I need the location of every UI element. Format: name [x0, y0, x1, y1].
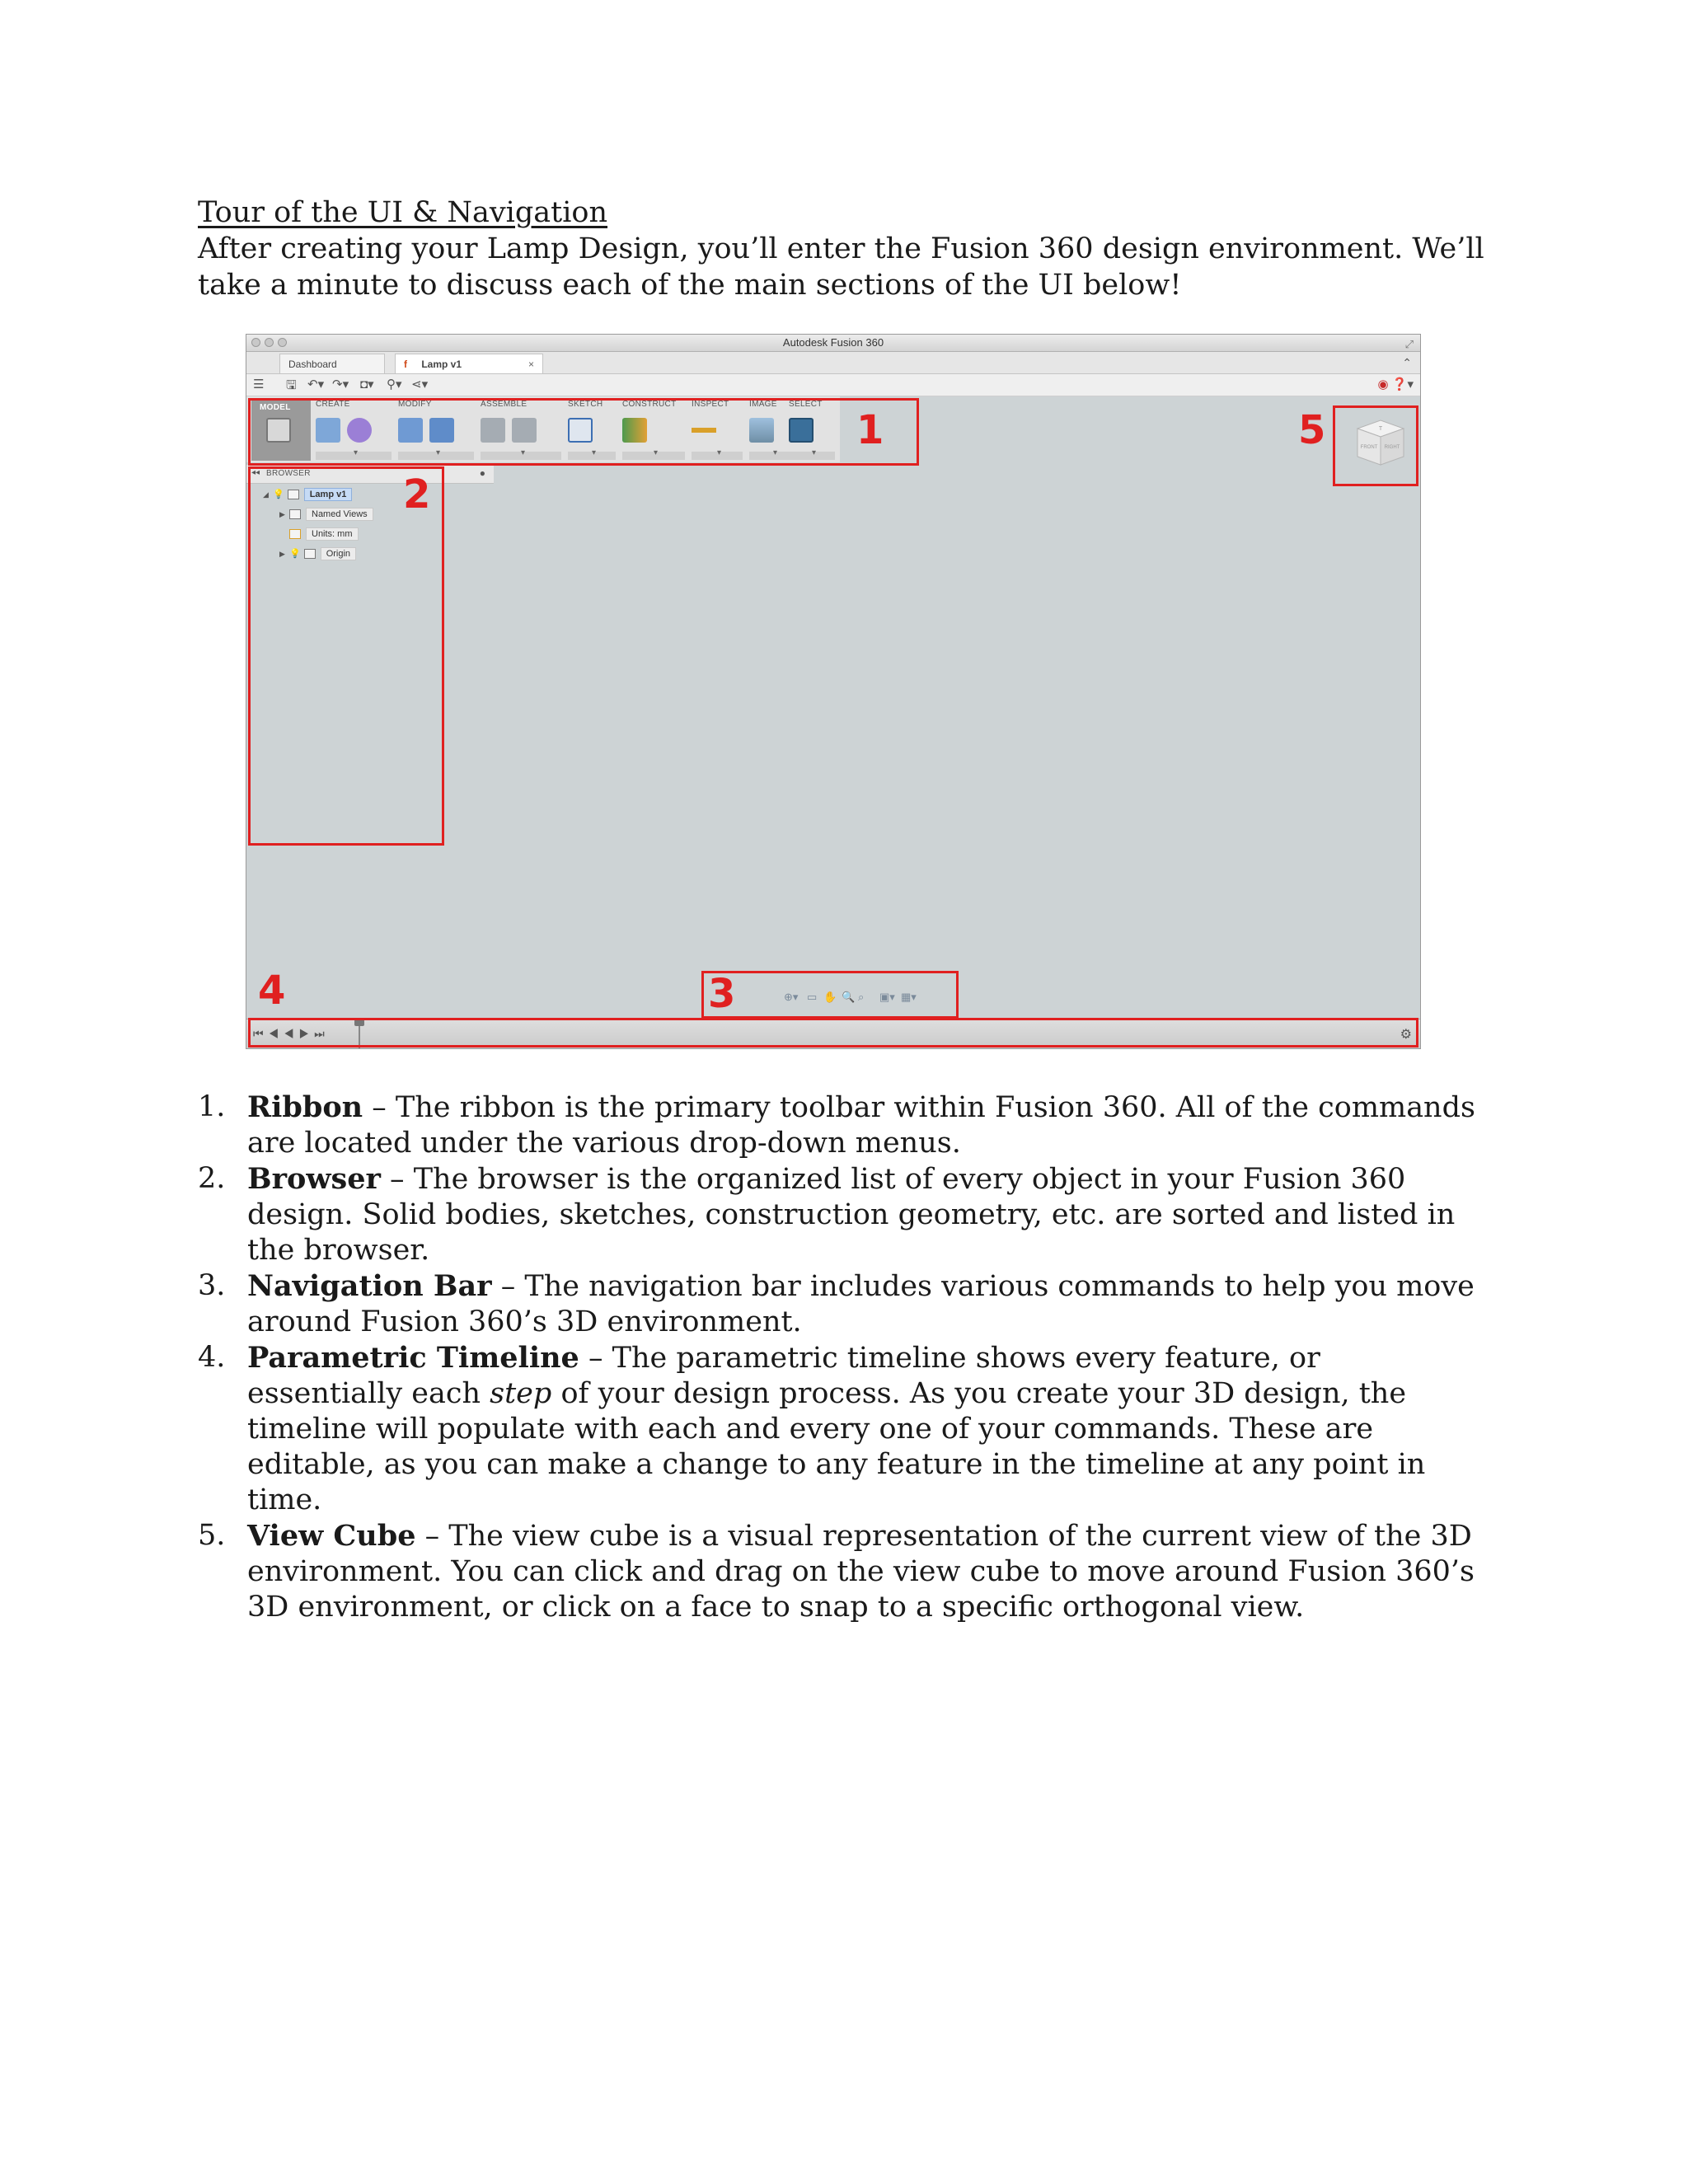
pin-icon[interactable]: ● — [479, 467, 485, 479]
zoom-icon[interactable]: 🔍 — [842, 991, 856, 1003]
list-item: 4. Parametric Timeline – The parametric timeline shows every feature, or essentially each step of your design process. As you create your 3D design, the timeline will populate with each and every one of your commands. These are editable, as you can make a change to any feature in the timeline at any point in time. — [198, 1341, 1426, 1516]
display-settings-icon[interactable]: ▣▾ — [879, 991, 895, 1003]
ribbon-group-assemble[interactable]: ASSEMBLE ▾ — [481, 396, 561, 462]
menu-icon[interactable]: ☰ — [253, 377, 265, 391]
document-tab-bar — [246, 352, 1420, 374]
window-controls[interactable] — [251, 338, 287, 347]
tab-lamp-v1[interactable]: f Lamp v1 × — [395, 354, 543, 373]
callout-number-5: 5 — [1298, 407, 1326, 453]
window-title: Autodesk Fusion 360 — [782, 336, 884, 349]
ribbon-group-sketch[interactable]: SKETCH ▾ — [568, 396, 616, 462]
visibility-bulb-icon[interactable]: 💡 — [289, 549, 301, 559]
viewcube-front-label: FRONT — [1360, 445, 1378, 450]
chevron-up-icon[interactable]: ⌃ — [1402, 356, 1412, 369]
ribbon-group-create[interactable]: CREATE ▾ — [316, 396, 392, 462]
grid-settings-icon[interactable]: ▦▾ — [901, 991, 917, 1003]
list-item: 5. View Cube – The view cube is a visual representation of the current view of the 3D environment. You can click and drag on the view cube to move around Fusion 360’s 3D environment, or click on a face to snap to a specific orthogonal view. — [198, 1519, 1475, 1624]
look-at-icon[interactable]: ▭ — [807, 991, 818, 1003]
tree-node-root[interactable]: ◢ 💡 Lamp v1 — [263, 487, 352, 502]
list-item: 1. Ribbon – The ribbon is the primary toolbar within Fusion 360. All of the commands are located under the various drop-down menus. — [198, 1090, 1475, 1160]
callout-box-browser — [248, 466, 444, 846]
close-icon[interactable]: × — [528, 359, 534, 370]
callout-box-timeline — [248, 1018, 1418, 1047]
browser-header[interactable]: ◂◂ BROWSER ● — [246, 465, 494, 484]
gear-icon[interactable]: ⚙ — [1400, 1028, 1412, 1042]
callout-number-4: 4 — [258, 968, 286, 1014]
expand-icon[interactable]: ◢ — [263, 490, 269, 499]
ribbon-group-select[interactable]: SELECT ▾ — [789, 396, 835, 462]
timeline-playback-controls[interactable]: ⏮◀◀▶⏭ — [253, 1027, 330, 1040]
list-item: 2. Browser – The browser is the organized list of every object in your Fusion 360 design. Solid bodies, sketches, construction geometry, etc. are sorted and listed in the browser. — [198, 1162, 1456, 1267]
ribbon-group-modify[interactable]: MODIFY ▾ — [398, 396, 474, 462]
visibility-bulb-icon[interactable]: 💡 — [273, 490, 284, 499]
expand-icon[interactable]: ▶ — [279, 550, 285, 558]
ribbon-group-inspect[interactable]: INSPECT ▾ — [692, 396, 743, 462]
ribbon-group-construct[interactable]: CONSTRUCT ▾ — [622, 396, 685, 462]
collapse-icon[interactable]: ◂◂ — [251, 468, 260, 477]
document-intro: After creating your Lamp Design, you’ll enter the Fusion 360 design environment. We’ll take a minute to discuss each of the main sections of the UI below! — [198, 232, 1484, 302]
redo-icon[interactable]: ↷▾ — [332, 377, 349, 391]
ribbon-group-image[interactable]: IMAGE ▾ — [749, 396, 797, 462]
fullscreen-icon[interactable]: ⤢ — [1404, 338, 1414, 350]
callout-number-3: 3 — [708, 971, 736, 1017]
viewcube-right-label: RIGHT — [1384, 445, 1400, 450]
tree-node-origin[interactable]: ▶ 💡 Origin — [279, 546, 356, 561]
callout-number-1: 1 — [856, 407, 884, 453]
camera-icon[interactable]: ◘▾ — [360, 377, 374, 391]
document-header — [198, 194, 1500, 303]
help-icon[interactable]: ❓▾ — [1391, 377, 1414, 391]
list-item: 3. Navigation Bar – The navigation bar includes various commands to help you move around Fusion 360’s 3D environment. — [198, 1269, 1475, 1338]
window-titlebar — [246, 335, 1420, 352]
workspace-switcher[interactable]: MODEL — [251, 400, 311, 461]
tree-node-units[interactable]: Units: mm — [279, 527, 359, 541]
qat-right — [1378, 377, 1414, 391]
tab-dashboard[interactable]: Dashboard — [279, 354, 385, 373]
fit-icon[interactable]: ⌕ — [858, 991, 865, 1003]
record-icon[interactable]: ◉ — [1377, 377, 1389, 391]
callout-box-view-cube — [1333, 405, 1418, 486]
pan-icon[interactable]: ✋ — [823, 991, 837, 1003]
save-icon[interactable]: 🖫 — [286, 378, 297, 392]
quick-access-toolbar — [246, 374, 1420, 396]
viewcube-top-label: T — [1378, 426, 1383, 432]
ui-sections-list — [198, 1090, 1484, 1625]
undo-icon[interactable]: ↶▾ — [307, 377, 325, 391]
callout-box-navigation-bar — [701, 971, 959, 1019]
expand-icon[interactable]: ▶ — [279, 510, 285, 518]
document-title: Tour of the UI & Navigation — [198, 196, 608, 229]
tree-node-named-views[interactable]: ▶ Named Views — [279, 507, 373, 522]
data-icon[interactable]: ⚲▾ — [387, 377, 402, 391]
share-icon[interactable]: ⋖▾ — [411, 377, 429, 391]
callout-box-ribbon — [248, 398, 919, 466]
orbit-icon[interactable]: ⊕▾ — [784, 991, 799, 1003]
fusion-logo-icon: f — [404, 359, 407, 370]
callout-number-2: 2 — [403, 471, 431, 518]
fusion-screenshot — [246, 334, 1421, 1049]
